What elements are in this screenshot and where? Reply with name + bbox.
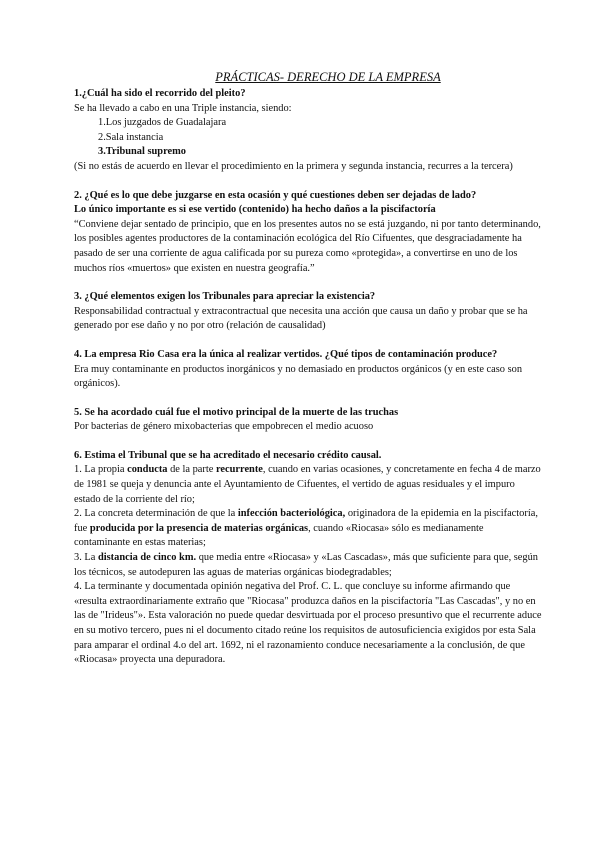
answer-1-intro: Se ha llevado a cabo en una Triple instancia, siendo: [74, 102, 292, 114]
question-1: 1.¿Cuál ha sido el recorrido del pleito? [74, 88, 246, 99]
question-2: 2. ¿Qué es lo que debe juzgarse en esta ocasión y qué cuestiones deben ser dejadas de lado? [74, 189, 477, 201]
answer-6-point-2: 2. La concreta determinación de que la infección bacteriológica, originadora de la epidemia en la piscifactoría, fue producida por la presencia de materias orgánicas, cuando «Riocasa» sólo es medianamente contaminante en estas materias; [74, 508, 538, 549]
answer-4: Era muy contaminante en productos inorgánicos y no demasiado en productos orgánicos (y en este caso son orgánicos). [74, 363, 523, 390]
question-6: 6. Estima el Tribunal que se ha acreditado el necesario crédito causal. [74, 449, 382, 461]
question-4: 4. La empresa Rio Casa era la única al realizar vertidos. ¿Qué tipos de contaminación produce? [74, 348, 498, 360]
answer-6-point-1: 1. La propia conducta de la parte recurrente, cuando en varias ocasiones, y concretamente en fecha 4 de marzo de 1981 se queja y denuncia ante el Ayuntamiento de Cifuentes, el vertido de aguas residuales y el impuro estado de la corriente del río; [74, 464, 541, 505]
question-5: 5. Se ha acordado cuál fue el motivo principal de la muerte de las truchas [74, 406, 399, 418]
question-3: 3. ¿Qué elementos exigen los Tribunales para apreciar la existencia? [74, 291, 376, 303]
answer-2: “Conviene dejar sentado de principio, que en los presentes autos no se está juzgando, ni por tanto determinando, los posibles agentes productores de la contaminación ecológica del Río Cifuentes, que desgraciadamente ha pasado de ser una corriente de agua calificada por su pureza como «protegida», a convertirse en uno de los muchos ríos «muertos» que existen en nuestra geografía.” [74, 218, 541, 274]
instance-item-3: 3.Tribunal supremo [98, 146, 186, 158]
answer-6-point-3: 3. La distancia de cinco km. que media entre «Riocasa» y «Las Cascadas», más que suficiente para que, según los técnicos, se autodepuren las aguas de materias orgánicas biodegradables; [74, 552, 539, 578]
answer-1-note: (Si no estás de acuerdo en llevar el procedimiento en la primera y segunda instancia, recurres a la tercera) [74, 160, 513, 172]
answer-3: Responsabilidad contractual y extracontractual que necesita una acción que causa un daño y probar que se ha generado por ese daño y no por otro (relación de causalidad) [74, 305, 528, 332]
answer-6-point-4: 4. La terminante y documentada opinión negativa del Prof. C. L. que concluye su informe afirmando que «resulta extraordinariamente extraño que "Riocasa" produzca daños en la piscifactoría "Las Cascadas", y no en las de "Irideus"». Esta valoración no puede quedar desvirtuada por el proceso presuntivo que el recurrente aduce en su motivo tercero, pues ni el documento citado reúne los requisitos de autosuficiencia exigidos por esta Sala para amparar el ordinal 4.o del art. 1692, ni el razonamiento conduce necesariamente a la conclusión, de que «Riocasa» proyecta una depuradora. [74, 581, 542, 666]
question-2-subtitle: Lo único importante es si ese vertido (contenido) ha hecho daños a la piscifactoría [74, 204, 436, 216]
page-title: PRÁCTICAS- DERECHO DE LA EMPRESA [215, 70, 441, 84]
instance-item-1: 1.Los juzgados de Guadalajara [98, 117, 227, 129]
instance-item-2: 2.Sala instancia [98, 131, 164, 143]
answer-5: Por bacterias de género mixobacterias que empobrecen el medio acuoso [74, 421, 374, 433]
